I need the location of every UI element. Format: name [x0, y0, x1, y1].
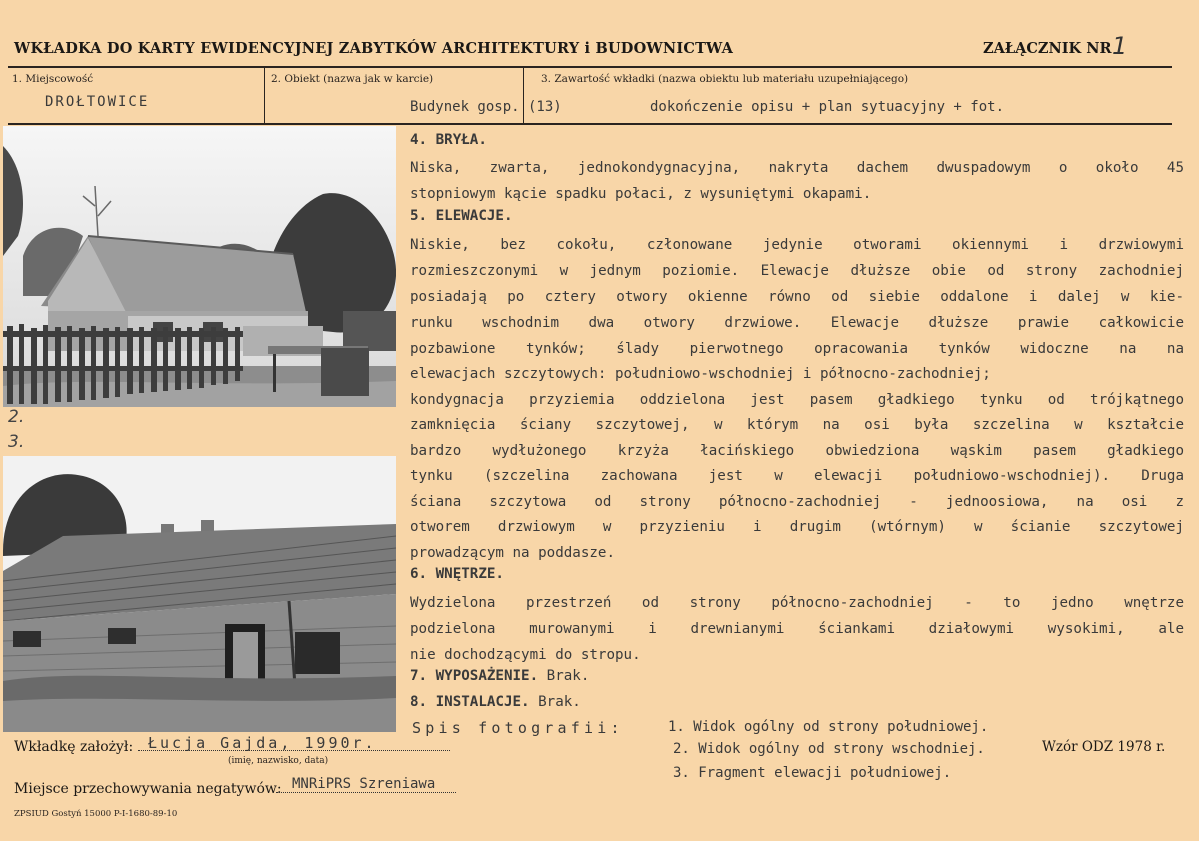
form-pattern: Wzór ODZ 1978 r.: [1042, 739, 1166, 755]
field-divider-1: [264, 67, 265, 123]
locality-label: 1. Miejscowość: [12, 73, 94, 85]
section-7-title: 7. WYPOSAŻENIE.: [410, 668, 539, 684]
printer-info: ZPSIUD Gostyń 15000 P-I-1680-89-10: [14, 809, 178, 819]
section-5-line-3: posiadają po cztery otwory okienne równo od siebie oddalone i dalej w kie-: [410, 289, 1184, 305]
section-8: [410, 694, 581, 710]
section-4-line-2: stopniowym kącie spadku połaci, z wysuniętymi okapami.: [410, 186, 872, 202]
photo-south-view: [3, 126, 396, 407]
created-label: Wkładkę założył:: [14, 739, 134, 755]
photos-list-label: Spis fotografii:: [412, 719, 624, 737]
section-4-line-1: Niska, zwarta, jednokondygnacyjna, nakryta dachem dwuspadowym o około 45: [410, 160, 1184, 176]
section-8-title: 8. INSTALACJE.: [410, 694, 530, 710]
photo-south-elevation-image: [3, 456, 396, 732]
section-5-line-11: ściana szczytowa od strony północno-zachodniej - jednoosiowa, na osi z: [410, 494, 1184, 510]
section-5-line-12: otworem drzwiowym w przyzieniu i drugim (wtórnym) w ścianie szczytowej: [410, 519, 1184, 535]
section-5-line-6: elewacjach szczytowych: południowo-wschodniej i północno-zachodniej;: [410, 366, 991, 382]
section-6-title: 6. WNĘTRZE.: [410, 566, 504, 582]
photos-list-item-1: 1. Widok ogólny od strony południowej.: [668, 719, 989, 735]
photos-list-item-3: 3. Fragment elewacji południowej.: [673, 765, 952, 781]
object-label: 2. Obiekt (nazwa jak w karcie): [271, 73, 434, 85]
created-value: Łucja Gajda, 1990r.: [148, 734, 377, 752]
locality-value: DROŁTOWICE: [45, 94, 150, 110]
storage-dotline: [276, 792, 456, 793]
storage-value: MNRiPRS Szreniawa: [292, 776, 436, 792]
photo-number-3: 3.: [8, 432, 25, 452]
header-rule: [8, 66, 1172, 68]
section-7: [410, 668, 589, 684]
section-6-line-1: Wydzielona przestrzeń od strony północno-zachodniej - to jedno wnętrze: [410, 595, 1184, 611]
section-5-title: 5. ELEWACJE.: [410, 208, 513, 224]
section-5-line-10: tynku (szczelina zachowana jest w elewacji południowo-wschodniej). Druga: [410, 468, 1184, 484]
section-6-line-2: podzielona murowanymi i drewnianymi ściankami działowymi wysokimi, ale: [410, 621, 1184, 637]
card-title: WKŁADKA DO KARTY EWIDENCYJNEJ ZABYTKÓW ARCHITEKTURY i BUDOWNICTWA: [14, 40, 734, 57]
section-6-line-3: nie dochodzącymi do stropu.: [410, 647, 641, 663]
created-hint: (imię, nazwisko, data): [228, 756, 329, 766]
content-value: dokończenie opisu + plan sytuacyjny + fot.: [650, 99, 1005, 115]
section-5-line-2: rozmieszczonymi w jednym poziomie. Elewacje dłuższe obie od strony zachodniej: [410, 263, 1184, 279]
fields-rule: [8, 123, 1172, 125]
section-5-line-5: pozbawione tynków; ślady pierwotnego opracowania tynków widoczne na na: [410, 341, 1184, 357]
section-5-line-4: runku wschodnim dwa otwory drzwiowe. Elewacje dłuższe prawie całkowicie: [410, 315, 1184, 331]
photo-south-elevation: [3, 456, 396, 732]
photos-list-item-2: 2. Widok ogólny od strony wschodniej.: [673, 741, 985, 757]
photo-south-view-image: [3, 126, 396, 407]
content-label: 3. Zawartość wkładki (nazwa obiektu lub materiału uzupełniającego): [541, 73, 909, 85]
annex-label: ZAŁĄCZNIK NR: [983, 40, 1112, 57]
storage-label: Miejsce przechowywania negatywów:: [14, 781, 282, 797]
section-5-line-1: Niskie, bez cokołu, członowane jedynie otworami okiennymi i drzwiowymi: [410, 237, 1184, 253]
photo-number-2: 2.: [8, 407, 25, 427]
created-dotline: [138, 750, 450, 751]
section-5-line-8: zamknięcia ściany szczytowej, w którym na osi była szczelina w kształcie: [410, 417, 1184, 433]
section-5-line-7: kondygnacja przyziemia oddzielona jest pasem gładkiego tynku od trójkątnego: [410, 392, 1184, 408]
section-5-line-13: prowadzącym na poddasze.: [410, 545, 615, 561]
section-8-text: Brak.: [538, 694, 581, 710]
section-7-text: Brak.: [546, 668, 590, 684]
section-5-line-9: bardzo wydłużonego krzyża łacińskiego obwiedziona wąskim pasem gładkiego: [410, 443, 1184, 459]
annex-number: 1: [1112, 32, 1128, 60]
section-4-title: 4. BRYŁA.: [410, 132, 487, 148]
object-value: Budynek gosp. (13): [410, 99, 562, 115]
